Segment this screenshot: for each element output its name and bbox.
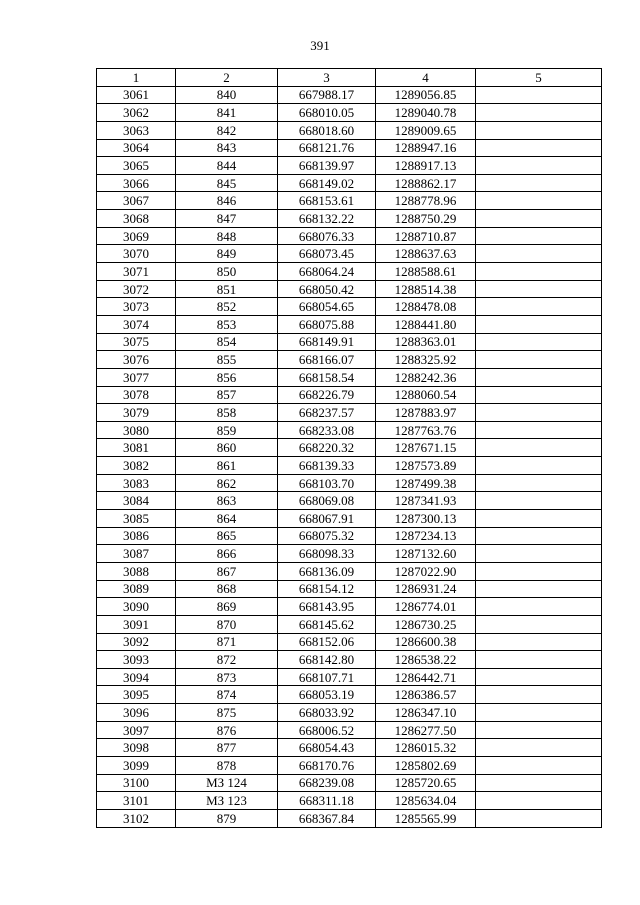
point-number-cell: 3102 <box>97 809 176 827</box>
point-number-cell: 3093 <box>97 651 176 669</box>
column-header-2: 2 <box>176 69 278 87</box>
column-header-3: 3 <box>278 69 376 87</box>
y-coordinate-cell: 1287234.13 <box>376 527 476 545</box>
y-coordinate-cell: 1287573.89 <box>376 457 476 475</box>
table-row <box>97 139 602 157</box>
x-coordinate-cell: 668076.33 <box>278 227 376 245</box>
x-coordinate-cell: 668239.08 <box>278 774 376 792</box>
note-cell <box>476 809 602 827</box>
table-row <box>97 210 602 228</box>
point-number-cell: 3069 <box>97 227 176 245</box>
table-row <box>97 333 602 351</box>
y-coordinate-cell: 1288862.17 <box>376 174 476 192</box>
marker-cell: 850 <box>176 263 278 281</box>
note-cell <box>476 104 602 122</box>
marker-cell: 853 <box>176 315 278 333</box>
point-number-cell: 3082 <box>97 457 176 475</box>
note-cell <box>476 562 602 580</box>
marker-cell: 847 <box>176 210 278 228</box>
x-coordinate-cell: 668149.02 <box>278 174 376 192</box>
y-coordinate-cell: 1289040.78 <box>376 104 476 122</box>
point-number-cell: 3066 <box>97 174 176 192</box>
note-cell <box>476 298 602 316</box>
y-coordinate-cell: 1286015.32 <box>376 739 476 757</box>
note-cell <box>476 157 602 175</box>
x-coordinate-cell: 668075.32 <box>278 527 376 545</box>
point-number-cell: 3100 <box>97 774 176 792</box>
note-cell <box>476 615 602 633</box>
x-coordinate-cell: 668107.71 <box>278 668 376 686</box>
x-coordinate-cell: 668152.06 <box>278 633 376 651</box>
table-row <box>97 510 602 528</box>
table-row <box>97 421 602 439</box>
note-cell <box>476 774 602 792</box>
y-coordinate-cell: 1289056.85 <box>376 86 476 104</box>
marker-cell: 861 <box>176 457 278 475</box>
x-coordinate-cell: 668069.08 <box>278 492 376 510</box>
note-cell <box>476 792 602 810</box>
point-number-cell: 3086 <box>97 527 176 545</box>
note-cell <box>476 651 602 669</box>
marker-cell: МЗ 123 <box>176 792 278 810</box>
table-row <box>97 668 602 686</box>
x-coordinate-cell: 668050.42 <box>278 280 376 298</box>
table-row <box>97 263 602 281</box>
x-coordinate-cell: 668145.62 <box>278 615 376 633</box>
marker-cell: 849 <box>176 245 278 263</box>
note-cell <box>476 545 602 563</box>
marker-cell: 859 <box>176 421 278 439</box>
x-coordinate-cell: 668170.76 <box>278 756 376 774</box>
y-coordinate-cell: 1286774.01 <box>376 598 476 616</box>
y-coordinate-cell: 1288441.80 <box>376 315 476 333</box>
x-coordinate-cell: 668367.84 <box>278 809 376 827</box>
x-coordinate-cell: 668054.43 <box>278 739 376 757</box>
note-cell <box>476 86 602 104</box>
page-number: 391 <box>310 38 330 53</box>
marker-cell: 877 <box>176 739 278 757</box>
column-header-4: 4 <box>376 69 476 87</box>
note-cell <box>476 245 602 263</box>
x-coordinate-cell: 668006.52 <box>278 721 376 739</box>
y-coordinate-cell: 1286347.10 <box>376 704 476 722</box>
point-number-cell: 3061 <box>97 86 176 104</box>
y-coordinate-cell: 1288750.29 <box>376 210 476 228</box>
y-coordinate-cell: 1285720.65 <box>376 774 476 792</box>
y-coordinate-cell: 1287763.76 <box>376 421 476 439</box>
x-coordinate-cell: 668233.08 <box>278 421 376 439</box>
marker-cell: 844 <box>176 157 278 175</box>
marker-cell: 848 <box>176 227 278 245</box>
table-row <box>97 721 602 739</box>
table-row <box>97 368 602 386</box>
x-coordinate-cell: 668073.45 <box>278 245 376 263</box>
y-coordinate-cell: 1286730.25 <box>376 615 476 633</box>
marker-cell: 843 <box>176 139 278 157</box>
column-header-5: 5 <box>476 69 602 87</box>
table-row <box>97 739 602 757</box>
point-number-cell: 3097 <box>97 721 176 739</box>
point-number-cell: 3098 <box>97 739 176 757</box>
point-number-cell: 3068 <box>97 210 176 228</box>
table-row <box>97 86 602 104</box>
y-coordinate-cell: 1289009.65 <box>376 121 476 139</box>
y-coordinate-cell: 1285802.69 <box>376 756 476 774</box>
table-row <box>97 580 602 598</box>
point-number-cell: 3081 <box>97 439 176 457</box>
table-body <box>97 86 602 827</box>
point-number-cell: 3076 <box>97 351 176 369</box>
note-cell <box>476 351 602 369</box>
marker-cell: 856 <box>176 368 278 386</box>
y-coordinate-cell: 1286277.50 <box>376 721 476 739</box>
marker-cell: 867 <box>176 562 278 580</box>
marker-cell: 858 <box>176 404 278 422</box>
point-number-cell: 3084 <box>97 492 176 510</box>
table-row <box>97 474 602 492</box>
note-cell <box>476 280 602 298</box>
x-coordinate-cell: 668149.91 <box>278 333 376 351</box>
point-number-cell: 3092 <box>97 633 176 651</box>
table-row <box>97 315 602 333</box>
marker-cell: 846 <box>176 192 278 210</box>
point-number-cell: 3074 <box>97 315 176 333</box>
table-row <box>97 351 602 369</box>
note-cell <box>476 439 602 457</box>
table-row <box>97 615 602 633</box>
table-row <box>97 298 602 316</box>
x-coordinate-cell: 668237.57 <box>278 404 376 422</box>
x-coordinate-cell: 668064.24 <box>278 263 376 281</box>
point-number-cell: 3096 <box>97 704 176 722</box>
point-number-cell: 3079 <box>97 404 176 422</box>
x-coordinate-cell: 668054.65 <box>278 298 376 316</box>
note-cell <box>476 315 602 333</box>
marker-cell: 845 <box>176 174 278 192</box>
y-coordinate-cell: 1286386.57 <box>376 686 476 704</box>
y-coordinate-cell: 1287341.93 <box>376 492 476 510</box>
note-cell <box>476 756 602 774</box>
point-number-cell: 3085 <box>97 510 176 528</box>
y-coordinate-cell: 1286931.24 <box>376 580 476 598</box>
x-coordinate-cell: 668067.91 <box>278 510 376 528</box>
marker-cell: 841 <box>176 104 278 122</box>
point-number-cell: 3091 <box>97 615 176 633</box>
x-coordinate-cell: 668010.05 <box>278 104 376 122</box>
x-coordinate-cell: 668143.95 <box>278 598 376 616</box>
y-coordinate-cell: 1288588.61 <box>376 263 476 281</box>
point-number-cell: 3083 <box>97 474 176 492</box>
note-cell <box>476 510 602 528</box>
table-row <box>97 439 602 457</box>
marker-cell: 870 <box>176 615 278 633</box>
point-number-cell: 3095 <box>97 686 176 704</box>
x-coordinate-cell: 668311.18 <box>278 792 376 810</box>
y-coordinate-cell: 1288325.92 <box>376 351 476 369</box>
y-coordinate-cell: 1288478.08 <box>376 298 476 316</box>
point-number-cell: 3087 <box>97 545 176 563</box>
point-number-cell: 3071 <box>97 263 176 281</box>
marker-cell: 875 <box>176 704 278 722</box>
marker-cell: 874 <box>176 686 278 704</box>
note-cell <box>476 633 602 651</box>
marker-cell: 855 <box>176 351 278 369</box>
note-cell <box>476 174 602 192</box>
point-number-cell: 3101 <box>97 792 176 810</box>
point-number-cell: 3089 <box>97 580 176 598</box>
y-coordinate-cell: 1288363.01 <box>376 333 476 351</box>
x-coordinate-cell: 668139.97 <box>278 157 376 175</box>
y-coordinate-cell: 1288242.36 <box>376 368 476 386</box>
note-cell <box>476 686 602 704</box>
table-row <box>97 756 602 774</box>
x-coordinate-cell: 668075.88 <box>278 315 376 333</box>
table-row <box>97 774 602 792</box>
note-cell <box>476 121 602 139</box>
coordinates-table <box>96 68 602 828</box>
note-cell <box>476 580 602 598</box>
point-number-cell: 3094 <box>97 668 176 686</box>
y-coordinate-cell: 1288947.16 <box>376 139 476 157</box>
x-coordinate-cell: 668139.33 <box>278 457 376 475</box>
marker-cell: 857 <box>176 386 278 404</box>
y-coordinate-cell: 1287132.60 <box>376 545 476 563</box>
point-number-cell: 3073 <box>97 298 176 316</box>
note-cell <box>476 739 602 757</box>
note-cell <box>476 457 602 475</box>
y-coordinate-cell: 1286538.22 <box>376 651 476 669</box>
marker-cell: 878 <box>176 756 278 774</box>
table-row <box>97 545 602 563</box>
x-coordinate-cell: 668158.54 <box>278 368 376 386</box>
x-coordinate-cell: 668220.32 <box>278 439 376 457</box>
table-row <box>97 792 602 810</box>
x-coordinate-cell: 668154.12 <box>278 580 376 598</box>
x-coordinate-cell: 668153.61 <box>278 192 376 210</box>
table-row <box>97 174 602 192</box>
y-coordinate-cell: 1288060.54 <box>376 386 476 404</box>
y-coordinate-cell: 1287671.15 <box>376 439 476 457</box>
column-header-1: 1 <box>97 69 176 87</box>
y-coordinate-cell: 1288917.13 <box>376 157 476 175</box>
table-row <box>97 227 602 245</box>
point-number-cell: 3078 <box>97 386 176 404</box>
x-coordinate-cell: 668098.33 <box>278 545 376 563</box>
marker-cell: 862 <box>176 474 278 492</box>
point-number-cell: 3064 <box>97 139 176 157</box>
table-row <box>97 121 602 139</box>
x-coordinate-cell: 668103.70 <box>278 474 376 492</box>
marker-cell: 871 <box>176 633 278 651</box>
note-cell <box>476 386 602 404</box>
x-coordinate-cell: 668226.79 <box>278 386 376 404</box>
point-number-cell: 3062 <box>97 104 176 122</box>
note-cell <box>476 192 602 210</box>
point-number-cell: 3090 <box>97 598 176 616</box>
note-cell <box>476 598 602 616</box>
note-cell <box>476 668 602 686</box>
x-coordinate-cell: 668033.92 <box>278 704 376 722</box>
table-row <box>97 386 602 404</box>
marker-cell: 864 <box>176 510 278 528</box>
note-cell <box>476 704 602 722</box>
marker-cell: 840 <box>176 86 278 104</box>
table-row <box>97 492 602 510</box>
x-coordinate-cell: 668166.07 <box>278 351 376 369</box>
point-number-cell: 3070 <box>97 245 176 263</box>
marker-cell: 879 <box>176 809 278 827</box>
y-coordinate-cell: 1286442.71 <box>376 668 476 686</box>
table-row <box>97 245 602 263</box>
table-row <box>97 280 602 298</box>
marker-cell: 866 <box>176 545 278 563</box>
table-row <box>97 562 602 580</box>
table-header-row <box>97 69 602 87</box>
note-cell <box>476 404 602 422</box>
marker-cell: 872 <box>176 651 278 669</box>
point-number-cell: 3067 <box>97 192 176 210</box>
table-row <box>97 192 602 210</box>
marker-cell: 852 <box>176 298 278 316</box>
y-coordinate-cell: 1286600.38 <box>376 633 476 651</box>
table-row <box>97 157 602 175</box>
marker-cell: 865 <box>176 527 278 545</box>
y-coordinate-cell: 1288514.38 <box>376 280 476 298</box>
note-cell <box>476 421 602 439</box>
marker-cell: 860 <box>176 439 278 457</box>
point-number-cell: 3080 <box>97 421 176 439</box>
x-coordinate-cell: 668018.60 <box>278 121 376 139</box>
table-row <box>97 686 602 704</box>
x-coordinate-cell: 668121.76 <box>278 139 376 157</box>
y-coordinate-cell: 1288710.87 <box>376 227 476 245</box>
point-number-cell: 3072 <box>97 280 176 298</box>
note-cell <box>476 263 602 281</box>
table-row <box>97 527 602 545</box>
x-coordinate-cell: 668142.80 <box>278 651 376 669</box>
y-coordinate-cell: 1287022.90 <box>376 562 476 580</box>
table-row <box>97 457 602 475</box>
y-coordinate-cell: 1285634.04 <box>376 792 476 810</box>
x-coordinate-cell: 668053.19 <box>278 686 376 704</box>
y-coordinate-cell: 1285565.99 <box>376 809 476 827</box>
y-coordinate-cell: 1287499.38 <box>376 474 476 492</box>
table-row <box>97 809 602 827</box>
marker-cell: 842 <box>176 121 278 139</box>
point-number-cell: 3075 <box>97 333 176 351</box>
table-row <box>97 104 602 122</box>
table-row <box>97 633 602 651</box>
x-coordinate-cell: 668136.09 <box>278 562 376 580</box>
table-row <box>97 404 602 422</box>
marker-cell: 868 <box>176 580 278 598</box>
note-cell <box>476 368 602 386</box>
x-coordinate-cell: 668132.22 <box>278 210 376 228</box>
y-coordinate-cell: 1287300.13 <box>376 510 476 528</box>
x-coordinate-cell: 667988.17 <box>278 86 376 104</box>
point-number-cell: 3088 <box>97 562 176 580</box>
y-coordinate-cell: 1287883.97 <box>376 404 476 422</box>
table-row <box>97 598 602 616</box>
note-cell <box>476 527 602 545</box>
note-cell <box>476 210 602 228</box>
note-cell <box>476 721 602 739</box>
note-cell <box>476 333 602 351</box>
marker-cell: 851 <box>176 280 278 298</box>
note-cell <box>476 492 602 510</box>
note-cell <box>476 474 602 492</box>
table-row <box>97 651 602 669</box>
marker-cell: 854 <box>176 333 278 351</box>
marker-cell: 869 <box>176 598 278 616</box>
note-cell <box>476 227 602 245</box>
marker-cell: 873 <box>176 668 278 686</box>
y-coordinate-cell: 1288637.63 <box>376 245 476 263</box>
note-cell <box>476 139 602 157</box>
point-number-cell: 3099 <box>97 756 176 774</box>
point-number-cell: 3065 <box>97 157 176 175</box>
marker-cell: МЗ 124 <box>176 774 278 792</box>
point-number-cell: 3077 <box>97 368 176 386</box>
marker-cell: 863 <box>176 492 278 510</box>
point-number-cell: 3063 <box>97 121 176 139</box>
table-row <box>97 704 602 722</box>
marker-cell: 876 <box>176 721 278 739</box>
y-coordinate-cell: 1288778.96 <box>376 192 476 210</box>
